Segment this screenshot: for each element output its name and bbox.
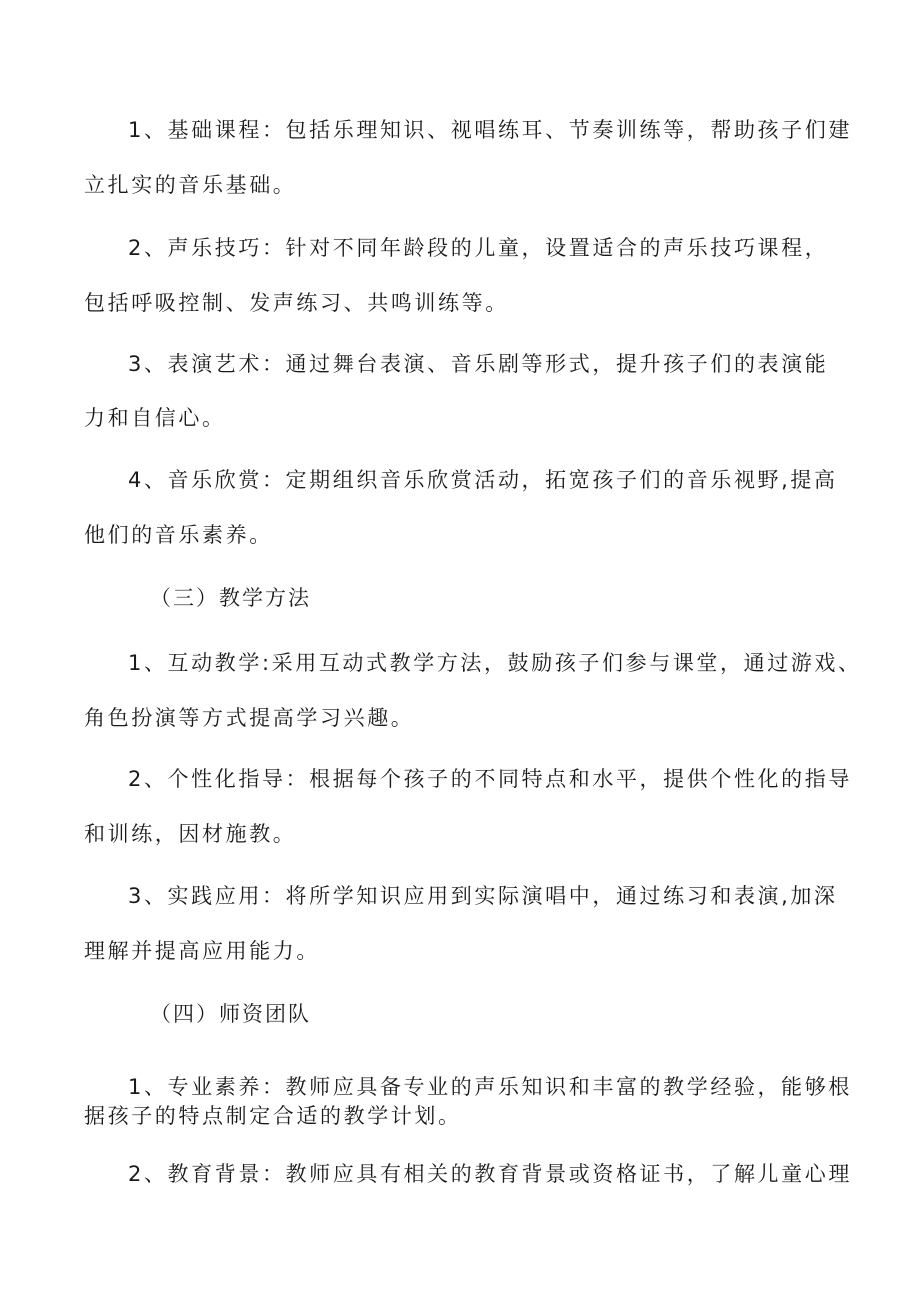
para-6-line-1: 2、个性化指导：根据每个孩子的不同特点和水平，提供个性化的指导: [128, 767, 852, 791]
para-7-line-1: 3、实践应用：将所学知识应用到实际演唱中，通过练习和表演,加深: [128, 884, 838, 908]
para-2-line-1: 2、声乐技巧：针对不同年龄段的儿童，设置适合的声乐技巧课程，: [128, 236, 829, 260]
para-6-line-2: 和训练，因材施教。: [84, 822, 297, 846]
para-8-line-1: 1、专业素养：教师应具备专业的声乐知识和丰富的教学经验，能够根: [128, 1075, 852, 1099]
para-1-line-2: 立扎实的音乐基础。: [84, 173, 297, 197]
para-8-line-2: 据孩子的特点制定合适的教学计划。: [84, 1104, 462, 1128]
para-7-line-2: 理解并提高应用能力。: [84, 939, 320, 963]
section-heading-teaching-methods: （三）教学方法: [150, 586, 311, 610]
para-4-line-1: 4、音乐欣赏：定期组织音乐欣赏活动，拓宽孩子们的音乐视野,提高: [128, 468, 838, 492]
para-9-line-1: 2、教育背景：教师应具有相关的教育背景或资格证书，了解儿童心理: [128, 1162, 852, 1186]
para-5-line-2: 角色扮演等方式提高学习兴趣。: [84, 706, 415, 730]
para-3-line-2: 力和自信心。: [84, 406, 226, 430]
para-2-line-2: 包括呼吸控制、发声练习、共鸣训练等。: [84, 291, 509, 315]
section-heading-faculty: （四）师资团队: [150, 1002, 311, 1026]
para-4-line-2: 他们的音乐素养。: [84, 523, 273, 547]
para-5-line-1: 1、互动教学:采用互动式教学方法，鼓励孩子们参与课堂，通过游戏、: [128, 651, 862, 675]
para-1-line-1: 1、基础课程：包括乐理知识、视唱练耳、节奏训练等，帮助孩子们建: [128, 118, 852, 142]
para-3-line-1: 3、表演艺术：通过舞台表演、音乐剧等形式，提升孩子们的表演能: [128, 352, 829, 376]
